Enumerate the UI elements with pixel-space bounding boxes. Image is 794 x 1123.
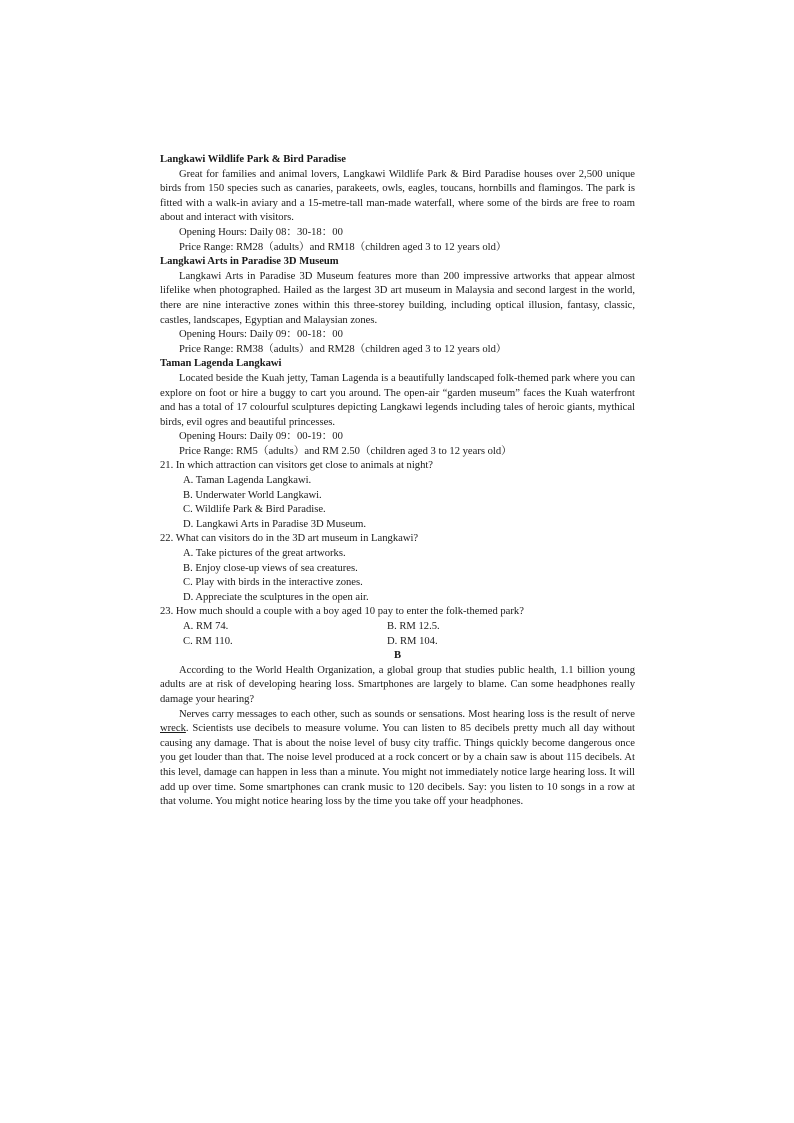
attraction-title: Langkawi Arts in Paradise 3D Museum	[160, 256, 339, 268]
attraction-description: Great for families and animal lovers, Langkawi Wildlife Park & Bird Paradise houses over 2,500 unique birds from 150 species such as canaries, parakeets, owls, eagles, toucans, hornbills and flamingos. The park is fitted with a walk-in aviary and a 15-metre-tall man-made waterfall, where some of the birds are free to roam about and interact with visitors.	[160, 168, 635, 224]
attraction-hours: Opening Hours: Daily 09：00-19：00	[179, 431, 343, 443]
attraction-hours: Opening Hours: Daily 08：30-18：00	[179, 226, 343, 238]
option-a: A. Taman Lagenda Langkawi.	[183, 475, 312, 487]
options-row	[160, 620, 635, 635]
question-stem: 22. What can visitors do in the 3D art museum in Langkawi?	[160, 533, 419, 545]
attraction-price: Price Range: RM28（adults）and RM18（children aged 3 to 12 years old）	[179, 241, 507, 253]
attraction-hours: Opening Hours: Daily 09：00-18：00	[179, 329, 343, 341]
option-c: C. Wildlife Park & Bird Paradise.	[183, 504, 326, 516]
attraction-3d-museum	[160, 255, 635, 357]
attraction-price: Price Range: RM38（adults）and RM28（children aged 3 to 12 years old）	[179, 343, 507, 355]
option-a: A. RM 74.	[183, 621, 229, 632]
option-b: B. RM 12.5.	[387, 621, 440, 632]
options-row	[160, 635, 635, 650]
question-23	[160, 605, 635, 649]
attraction-title: Langkawi Wildlife Park & Bird Paradise	[160, 154, 346, 165]
question-stem: 23. How much should a couple with a boy aged 10 pay to enter the folk-themed park?	[160, 606, 524, 618]
paragraph-text: Nerves carry messages to each other, such as sounds or sensations. Most hearing loss is the result of nerve	[179, 708, 635, 720]
underlined-word: wreck	[160, 723, 186, 735]
attraction-description: Langkawi Arts in Paradise 3D Museum features more than 200 impressive artworks that appear almost lifelike when photographed. Hailed as the largest 3D art museum in Malaysia and second largest in the world, there are nine interactive zones within this three-storey building, including optical illusion, fantasy, classic, castles, landscapes, Egyptian and Malaysian zones.	[160, 270, 635, 326]
attraction-description: Located beside the Kuah jetty, Taman Lagenda is a beautifully landscaped folk-themed park where you can explore on foot or hire a buggy to cart you around. The open-air “garden museum” faces the Kuah waterfront and has a total of 17 colourful sculptures depicting Langkawi legends including tales of heroic giants, mythical birds, evil ogres and beautiful princesses.	[160, 372, 635, 428]
option-c: C. Play with birds in the interactive zones.	[183, 577, 363, 589]
attraction-title: Taman Lagenda Langkawi	[160, 358, 282, 370]
question-stem: 21. In which attraction can visitors get close to animals at night?	[160, 460, 434, 472]
passage-paragraph	[160, 708, 635, 810]
option-b: B. Enjoy close-up views of sea creatures.	[183, 562, 358, 574]
paragraph-text: . Scientists use decibels to measure volume. You can listen to 85 decibels pretty much all day without causing any damage. That is about the noise level of busy city traffic. Things quickly become dangerous once you get louder than that. The noise level produced at a rock concert or by a chain saw is about 115 decibels. At this level, damage can happen in less than a minute. You might not immediately notice large hearing loss. It will add up over time. Some smartphones can crank music to 120 decibels. Say: you listen to 10 songs in a row at that volume. You might notice hearing loss by the time you take off your headphones.	[160, 723, 635, 808]
option-a: A. Take pictures of the great artworks.	[183, 548, 346, 560]
section-label: B	[393, 650, 402, 662]
attraction-price: Price Range: RM5（adults）and RM 2.50（children aged 3 to 12 years old）	[179, 445, 512, 457]
attraction-taman-lagenda	[160, 357, 635, 459]
option-d: D. Appreciate the sculptures in the open air.	[183, 591, 369, 603]
attraction-wildlife-park	[160, 153, 635, 255]
passage-b	[160, 649, 635, 810]
question-22	[160, 532, 635, 605]
passage-paragraph: According to the World Health Organization, a global group that studies public health, 1.1 billion young adults are at risk of developing hearing loss. Smartphones are largely to blame. Can some headphones really damage your hearing?	[160, 664, 635, 705]
option-c: C. RM 110.	[183, 635, 233, 647]
option-b: B. Underwater World Langkawi.	[183, 489, 322, 501]
option-d: D. RM 104.	[387, 635, 438, 647]
page-content	[160, 153, 635, 810]
option-d: D. Langkawi Arts in Paradise 3D Museum.	[183, 518, 367, 530]
question-21	[160, 459, 635, 532]
